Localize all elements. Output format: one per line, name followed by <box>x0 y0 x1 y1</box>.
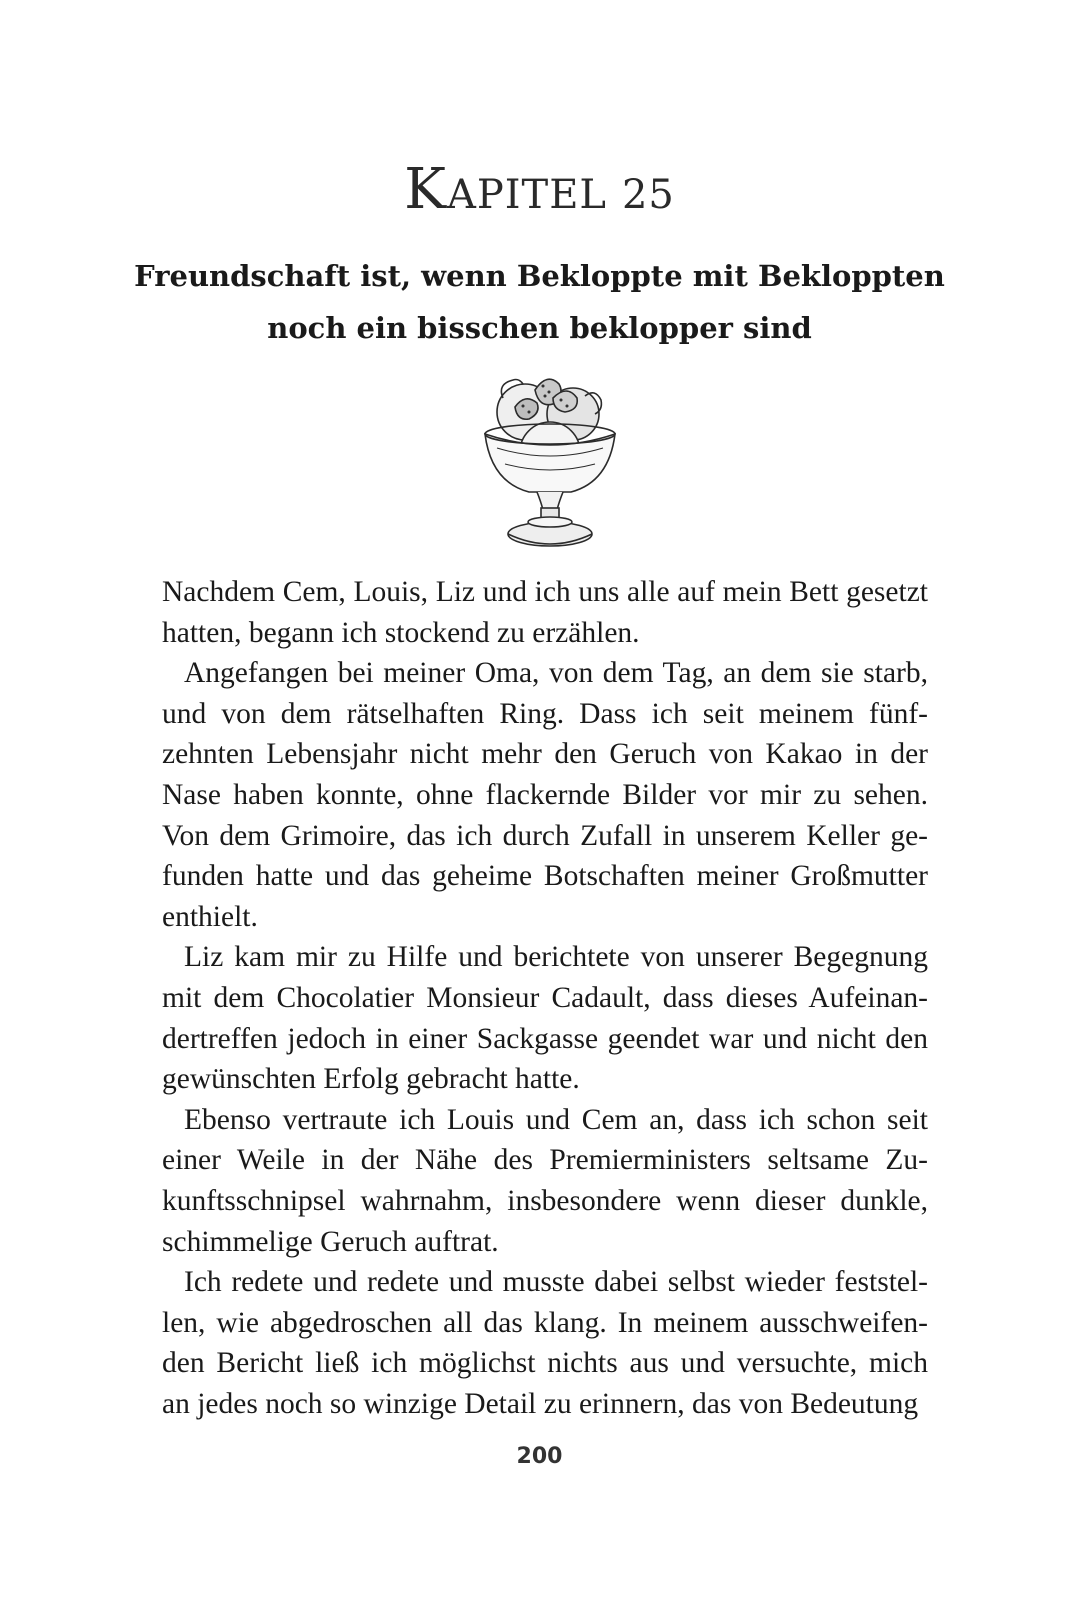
text-line: funden hatte und das geheime Botschaften meiner Großmutter <box>162 860 928 893</box>
body-text <box>162 572 928 1424</box>
text-line: schimmelige Geruch auftrat. <box>162 1225 499 1258</box>
chapter-subtitle-line: Freundschaft ist, wenn Bekloppte mit Bekloppten <box>134 259 945 293</box>
text-line: Nase haben konnte, ohne flackernde Bilder vor mir zu sehen. <box>162 778 928 811</box>
text-line: kunftsschnipsel wahrnahm, insbesondere wenn dieser dunkle, <box>162 1184 928 1217</box>
text-line: und von dem rätselhaften Ring. Dass ich seit meinem fünf- <box>162 697 928 730</box>
chapter-subtitle <box>100 250 979 354</box>
text-line: zehnten Lebensjahr nicht mehr den Geruch von Kakao in der <box>162 738 928 771</box>
ice-cream-sundae-icon <box>475 362 625 552</box>
text-line: gewünschten Erfolg gebracht hatte. <box>162 1063 580 1096</box>
chapter-number: 25 <box>621 172 675 218</box>
text-line: Angefangen bei meiner Oma, von dem Tag, an dem sie starb, <box>184 657 928 690</box>
paragraph <box>162 1100 928 1262</box>
text-line: einer Weile in der Nähe des Premierministers seltsame Zu- <box>162 1144 928 1177</box>
text-line: Ich redete und redete und musste dabei selbst wieder feststel- <box>184 1266 928 1299</box>
text-line: Von dem Grimoire, das ich durch Zufall in unserem Keller ge- <box>162 819 928 852</box>
text-line: dertreffen jedoch in einer Sackgasse geendet war und nicht den <box>162 1022 928 1055</box>
text-line: Ebenso vertraute ich Louis und Cem an, dass ich schon seit <box>184 1103 928 1136</box>
chapter-label-rest: APITEL <box>446 172 607 218</box>
text-line: len, wie abgedroschen all das klang. In meinem ausschweifen- <box>162 1306 928 1339</box>
page-number: 200 <box>516 1444 563 1469</box>
text-line: enthielt. <box>162 900 258 933</box>
paragraph <box>162 653 928 937</box>
text-line: mit dem Chocolatier Monsieur Cadault, dass dieses Aufeinan- <box>162 981 928 1014</box>
text-line: an jedes noch so winzige Detail zu erinnern, das von Bedeutung <box>162 1387 919 1420</box>
text-line: den Bericht ließ ich möglichst nichts aus und versuchte, mich <box>162 1347 928 1380</box>
chapter-label-initial: K <box>404 157 447 222</box>
paragraph <box>162 1262 928 1424</box>
paragraph <box>162 937 928 1099</box>
text-line: Liz kam mir zu Hilfe und berichtete von unserer Begegnung <box>184 941 928 974</box>
text-line: hatten, begann ich stockend zu erzählen. <box>162 616 640 649</box>
chapter-subtitle-line: noch ein bisschen beklopper sind <box>267 311 812 345</box>
chapter-heading <box>0 157 1079 225</box>
paragraph <box>162 572 928 653</box>
text-line: Nachdem Cem, Louis, Liz und ich uns alle auf mein Bett gesetzt <box>162 576 928 608</box>
